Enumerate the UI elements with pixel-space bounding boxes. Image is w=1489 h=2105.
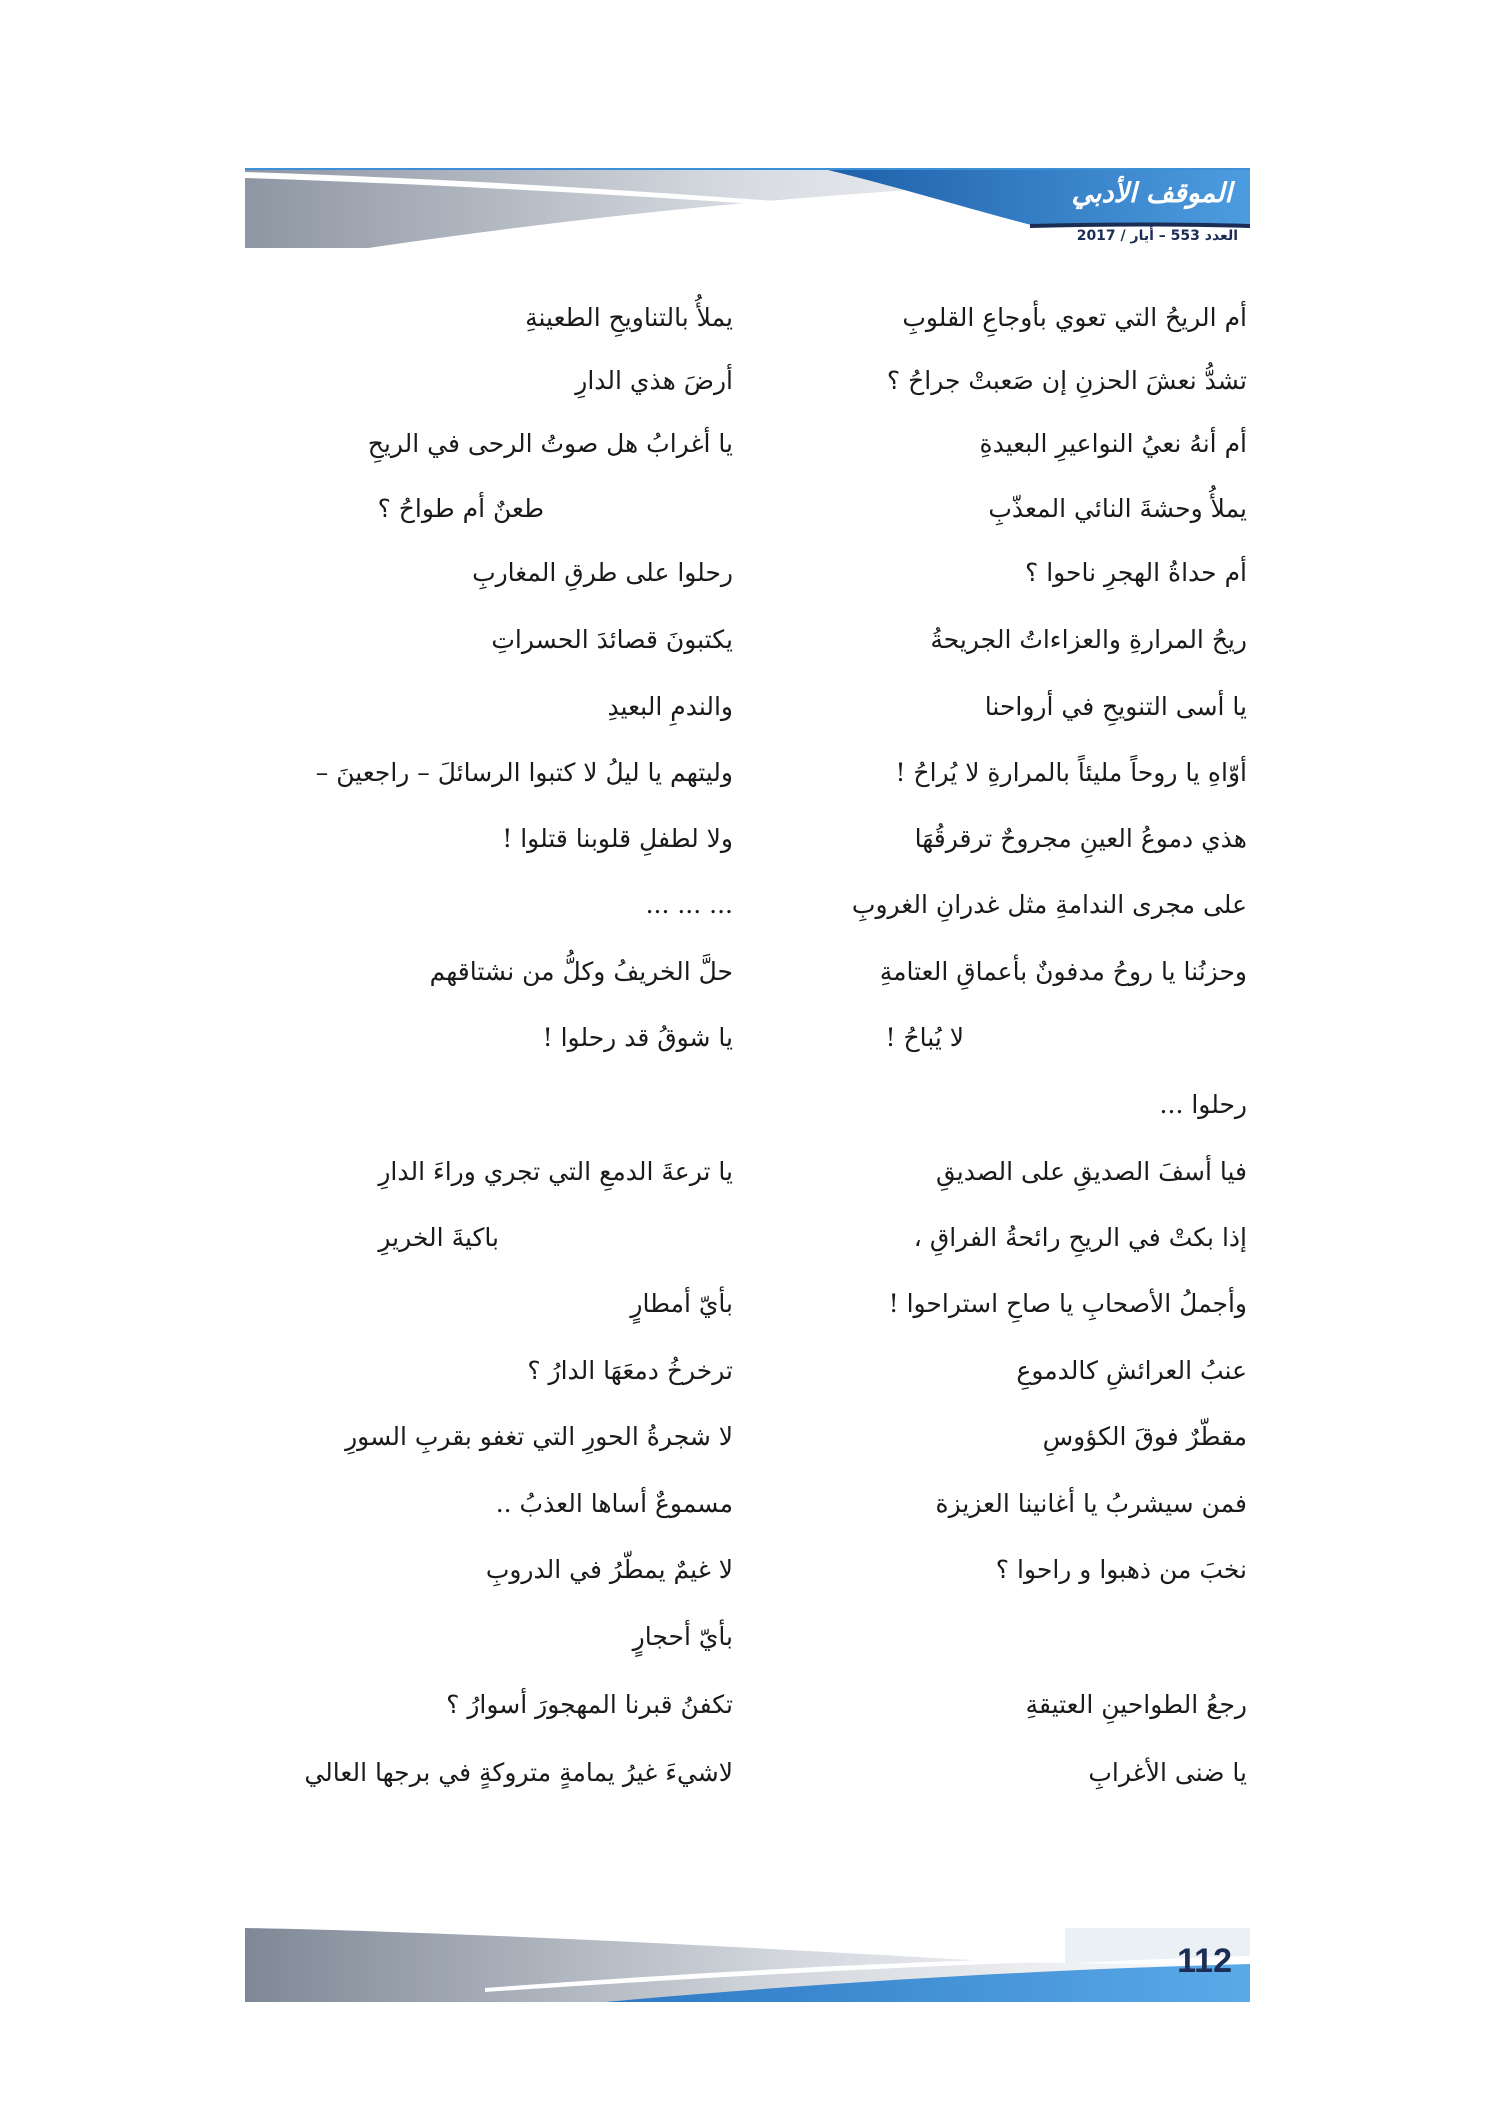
verse-right: أم الريحُ التي تعوي بأوجاعِ القلوبِ [902,303,1247,332]
verse-right: أوّاهِ يا روحاً مليئاً بالمرارةِ لا يُراحُ ! [895,758,1247,787]
verse-left: يملأُ بالتناويحِ الطعينةِ [525,303,733,332]
verse-left: يكتبونَ قصائدَ الحسراتِ [491,625,733,654]
verse-right: رحلوا ... [1159,1090,1247,1119]
verse-right: تشدُّ نعشَ الحزنِ إن صَعبتْ جراحُ ؟ [886,366,1247,395]
poem-row [0,816,1489,862]
verse-left: أرضَ هذي الدارِ [575,366,733,395]
verse-left: ترخرخُ دمعَهَا الدارُ ؟ [527,1356,733,1385]
verse-left: والندمِ البعيدِ [607,692,733,721]
verse-left: ولا لطفلِ قلوبنا قتلوا ! [502,824,733,853]
poem-row [0,1348,1489,1394]
verse-left: تكفنُ قبرنا المهجورَ أسوارُ ؟ [446,1690,733,1719]
poem-row [0,1614,1489,1660]
verse-right: فمن سيشربُ يا أغانينا العزيزة [935,1489,1247,1518]
poem-row [0,295,1489,341]
poem-row [0,750,1489,796]
poem-row [0,486,1489,532]
verse-left: بأيّ أمطارٍ [630,1289,733,1318]
verse-right: وحزنُنا يا روحُ مدفونٌ بأعماقِ العتامةِ [879,957,1247,986]
verse-right: نخبَ من ذهبوا و راحوا ؟ [995,1555,1247,1584]
issue-info: العدد 553 – أيار / 2017 [1076,228,1238,244]
footer-swoosh-graphic [245,1918,1250,2002]
poem-row [0,421,1489,467]
poem-row [0,1281,1489,1327]
verse-left: لا غيمٌ يمطّرُ في الدروبِ [485,1555,733,1584]
poem-row [0,1481,1489,1527]
verse-right: هذي دموعُ العينِ مجروحٌ ترقرقُهَا [914,824,1247,853]
poem-row [0,1547,1489,1593]
magazine-title: الموقف الأدبي [1071,178,1232,209]
verse-right: يا ضنى الأغرابِ [1088,1758,1247,1787]
verse-right: عنبُ العرائشِ كالدموعِ [1016,1356,1247,1385]
poem-row [0,1015,1489,1061]
verse-right: يا أسى التنويحِ في أرواحنا [984,692,1247,721]
verse-left: بأيّ أحجارٍ [632,1622,733,1651]
verse-left: رحلوا على طرقِ المغاربِ [472,558,733,587]
verse-right: لا يُباحُ ! [885,1023,964,1052]
poem-row [0,882,1489,928]
verse-left: باكيةَ الخريرِ [378,1223,499,1252]
verse-left: مسموعٌ أساها العذبُ .. [495,1489,733,1518]
verse-left: يا ترعةَ الدمعِ التي تجري وراءَ الدارِ [378,1157,733,1186]
verse-right: فيا أسفَ الصديقِ على الصديقِ [935,1157,1247,1186]
verse-left: وليتهم يا ليلُ لا كتبوا الرسائلَ – راجعينَ – [315,758,733,787]
verse-right: مقطّرٌ فوقَ الكؤوسِ [1042,1422,1247,1451]
verse-right: على مجرى الندامةِ مثل غدرانِ الغروبِ [851,890,1247,919]
page-number: 112 [1177,1942,1232,1980]
poem-row [0,358,1489,404]
verse-right: أم أنهُ نعيُ النواعيرِ البعيدةِ [979,429,1247,458]
verse-right: وأجملُ الأصحابِ يا صاحِ استراحوا ! [888,1289,1247,1318]
poem-row [0,1082,1489,1128]
verse-left: لا شجرةُ الحورِ التي تغفو بقربِ السورِ [345,1422,733,1451]
verse-right: إذا بكتْ في الريحِ رائحةُ الفراقِ ، [913,1223,1247,1252]
poem-row [0,1682,1489,1728]
poem-row [0,550,1489,596]
poem-row [0,684,1489,730]
poem-row [0,1750,1489,1796]
footer-banner [245,1918,1250,2002]
poem-row [0,1215,1489,1261]
poem-row [0,617,1489,663]
poem-row [0,1414,1489,1460]
ellipsis-line: ... ... ... [645,890,733,919]
verse-left: يا أغرابُ هل صوتُ الرحى في الريحِ [367,429,733,458]
verse-right: أم حداةُ الهجرِ ناحوا ؟ [1024,558,1247,587]
verse-left: يا شوقُ قد رحلوا ! [542,1023,733,1052]
poem-row [0,1149,1489,1195]
verse-left: طعنٌ أم طواحُ ؟ [377,494,544,523]
poem-row [0,949,1489,995]
verse-right: رجعُ الطواحينِ العتيقةِ [1025,1690,1247,1719]
verse-left: حلَّ الخريفُ وكلُّ من نشتاقهم [429,957,733,986]
verse-right: يملأُ وحشةَ النائي المعذّبِ [988,494,1247,523]
verse-left: لاشيءَ غيرُ يمامةٍ متروكةٍ في برجها العالي [304,1758,733,1787]
verse-right: ريحُ المرارةِ والعزاءاتُ الجريحةُ [930,625,1247,654]
